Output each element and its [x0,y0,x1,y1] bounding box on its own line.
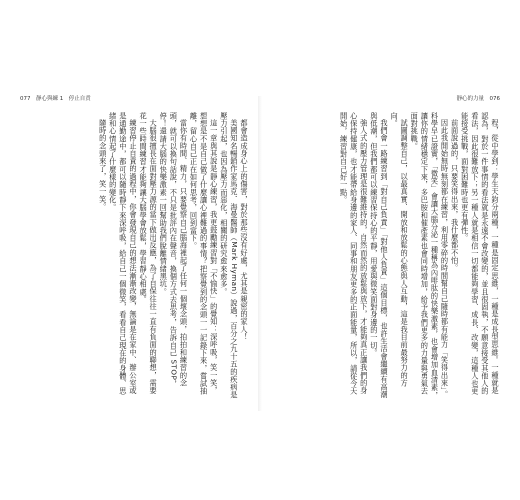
paragraph: 因此我開始無時無刻都在練習，利用零碎的時間幫自己隨時都有能力「笑得出來」。科學早已證實，「微笑」會讓大腦分泌一種稱為內啡肽的快樂激素，也會增加血清素，讓你的情緒穩定下來，多巴胺和催產素也會同時增加，給予我們更多的力量與勇氣去面對挑戰。 [410,112,450,400]
right-page-body [272,112,500,402]
paragraph: 我們會一路練習到「對自己負責」「對他人負責」這個目標，也許生活會繼續有高潮與低潮，但我們都可以練習保持心的平靜，用愛與微笑面對身邊的一切。 [369,112,389,399]
left-page-body [22,112,249,402]
paragraph: 強人式的壓力管理是很難維持的，自然而然的放鬆與放下，才能夠真正讓我們的身心保持健康，也才能帶給身邊的家人、同事和朋友更多的正面能量，所以，請從今天開始，練習對自己好一點。 [339,112,369,396]
paragraph: 這一章與其說是靜心練習，我更鼓勵練習對「不愉快」的覺知：深呼吸，笑一笑，想想是不是自己做了什麼讓心裡難過的事情？把察覺到的念頭一一記錄下來，嘗試抽離，留心自己正在如何思考，回到當下。 [189,112,219,396]
left-page-header: 077 靜心與練 1 停止自責 [20,96,91,102]
paragraph: 當你有時間、精力，只要覺察自己腦海裡起了任何一個壞念頭，拍拍和練習的念頭，就可以換句話說，不只是批評內在聲音，換個方式去思考，告訴自己 STOP，停！還請大腦的快樂激素一回幫助我們脫離情緒黑坑。 [159,112,189,388]
paragraph: 練習停止自責的過程中，你會發現自己的想法漸漸改變，無論是在家中、辦公室或是通勤途中，都可以隨時靜下來深呼吸，給自己一個微笑，看看自己現在的身體、思緒和心情起了什麼樣的變化。 [108,112,138,396]
right-page-header: 靜心的力量 076 [456,96,500,102]
paragraph: 都會造成身心上的傷害，對於那些沒有好處，尤其是親密的家人！ [240,119,249,342]
paragraph: 美國知名暢銷作家馬克．海曼醫師（Mark Hyman）說過，百分之九十五的疾病是壓力引起，也因為壓力而惡化，相關的研究愈來愈多。 [219,112,239,399]
paragraph: 試圖調整自己，以最真實、開放和放鬆的心態與人互動，這是我目前最努力的方向。 [390,112,410,387]
paragraph: 前面說過的，只要笑得出來，我什麼都不怕。 [450,119,460,273]
paragraph: 大腦很擅長在面對壓力源的當下做出反應，為了自保往往一直有負面的聯想，需要花一些時間練習才能夠讓大腦學會放鬆，學習靜心相處。 [139,112,159,395]
paragraph: 隨時的念頭來了，笑一笑。 [98,119,108,211]
right-page [260,0,520,500]
paragraph: 程，從中學到：學生天鈞分兩種，一種是固定思維，一種是成長型思維。一種就是認為，對於一件事情的看法就是永遠不會改變的，並且很固執，不願意接受其他人的看法，因此很難放下；另一種人就是相信一切都能夠學習、成長、改變，這種人也更能接受挑戰，面對困難時也更有彈性。 [460,112,500,396]
